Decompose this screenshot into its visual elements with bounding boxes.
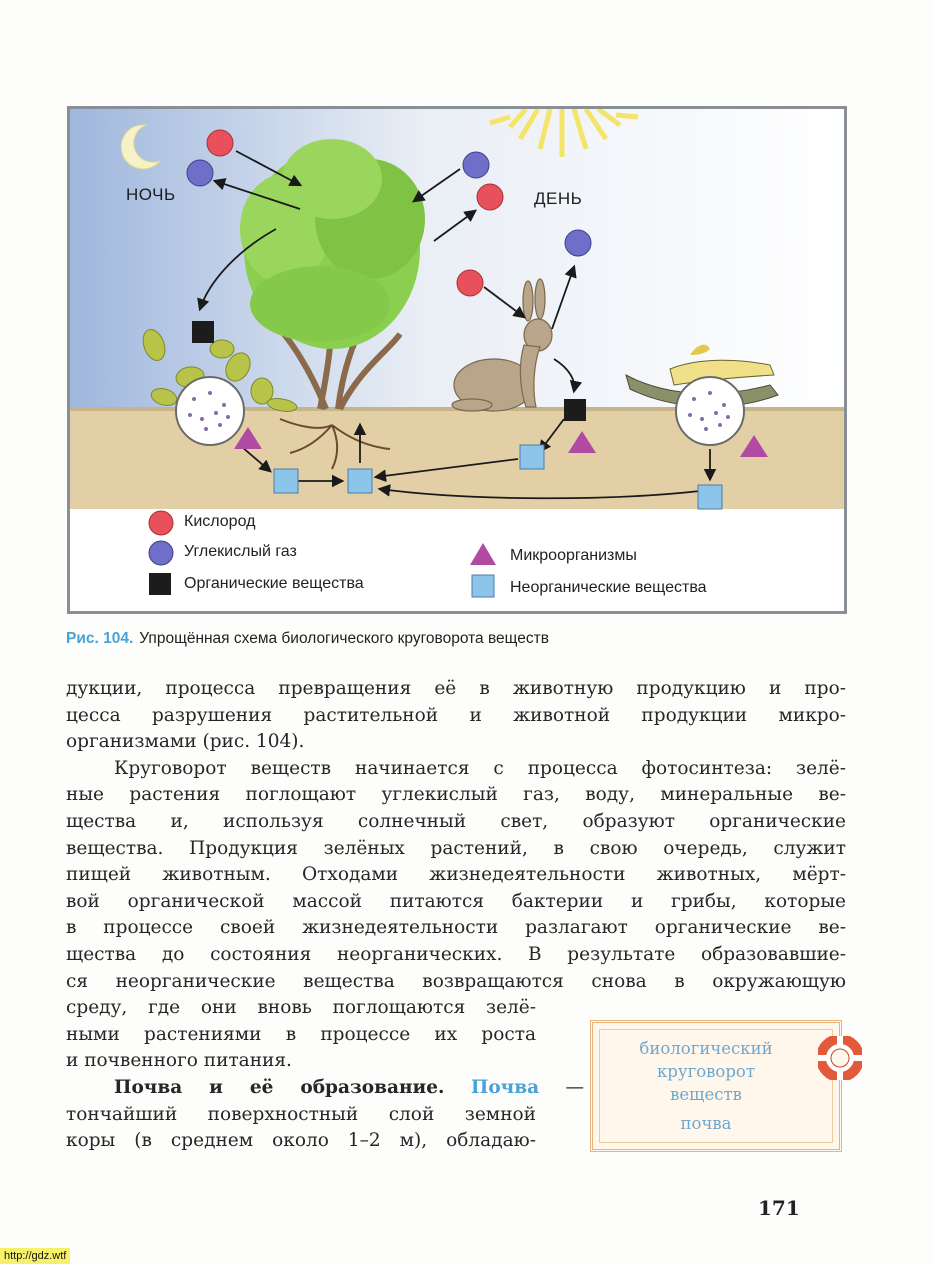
diagram-illustration — [70, 109, 844, 611]
keyword: веществ — [670, 1085, 742, 1104]
dash: — — [565, 1076, 584, 1098]
inorganic-square-3 — [520, 445, 544, 469]
inorganic-square-4 — [698, 485, 722, 509]
text-line: коры (в среднем около 1–2 м), обладаю- — [66, 1130, 536, 1152]
inorganic-square-2 — [348, 469, 372, 493]
keyword: биологический — [639, 1039, 773, 1058]
legend-oxygen-label: Кислород — [184, 513, 256, 530]
text-line: тончайший поверхностный слой земной — [66, 1103, 536, 1125]
term-soil: Почва — [470, 1076, 540, 1098]
legend-inorganic-symbol — [472, 575, 494, 597]
oxygen-dot-1 — [207, 130, 233, 156]
text-line: ными растениями в процессе их роста — [66, 1023, 536, 1045]
legend-microorganisms-label: Микроорганизмы — [510, 547, 637, 564]
night-label: НОЧЬ — [126, 185, 176, 204]
legend-co2-label: Углекислый газ — [184, 543, 297, 560]
text-line: пищей животным. Отходами жизнедеятельности животных, мёрт- — [66, 864, 846, 886]
text-line: в процессе своей жизнедеятельности разлагают органические ве- — [66, 917, 846, 939]
legend-oxygen-symbol — [149, 511, 173, 535]
legend-organic-symbol — [149, 573, 171, 595]
cycle-diagram — [67, 106, 847, 614]
text-line: дукции, процесса превращения её в животную продукцию и про- — [66, 678, 846, 699]
co2-dot-3 — [565, 230, 591, 256]
text-line: щества и, используя солнечный свет, образуют органические — [66, 810, 846, 832]
figure-number: Рис. 104. — [66, 630, 134, 647]
text-line: среду, где они вновь поглощаются зелё- — [66, 997, 536, 1019]
co2-dot-2 — [463, 152, 489, 178]
co2-dot-1 — [187, 160, 213, 186]
lifebuoy-icon — [818, 1036, 862, 1080]
text-line: ся неорганические вещества возвращаются снова в окружающую — [66, 970, 846, 992]
text-line: цесса разрушения растительной и животной продукции микро- — [66, 704, 846, 726]
page-number: 171 — [758, 1196, 800, 1220]
text-line: организмами (рис. 104). — [66, 731, 305, 753]
text-line: вещества. Продукция зелёных растений, в свою очередь, служит — [66, 837, 846, 859]
text-line: щества до состояния неорганических. В результате образовавшие- — [66, 943, 846, 965]
inorganic-square-1 — [274, 469, 298, 493]
text-line: вой органической массой питаются бактерии и грибы, которые — [66, 890, 846, 912]
legend-co2-symbol — [149, 541, 173, 565]
microorganism-circle-left — [176, 377, 244, 445]
text-line: Круговорот веществ начинается с процесса фотосинтеза: зелё- — [114, 757, 846, 779]
figure-caption — [66, 630, 549, 648]
section-heading-line — [66, 1075, 584, 1102]
keyword: почва — [680, 1114, 732, 1133]
oxygen-dot-3 — [457, 270, 483, 296]
keyword: круговорот — [656, 1062, 755, 1081]
legend-inorganic-label: Неорганические вещества — [510, 579, 707, 596]
figure-caption-text: Упрощённая схема биологического круговорота веществ — [139, 630, 549, 647]
microorganism-circle-right — [676, 377, 744, 445]
watermark: http://gdz.wtf — [0, 1248, 70, 1264]
day-label: ДЕНЬ — [534, 189, 583, 208]
keywords-box — [590, 1020, 842, 1152]
organic-square-1 — [192, 321, 214, 343]
oxygen-dot-2 — [477, 184, 503, 210]
text-line: и почвенного питания. — [66, 1050, 292, 1072]
section-heading: Почва и её образование. — [114, 1076, 445, 1098]
text-line: ные растения поглощают углекислый газ, воду, минеральные ве- — [66, 784, 846, 806]
legend-organic-label: Органические вещества — [184, 575, 364, 592]
organic-square-2 — [564, 399, 586, 421]
